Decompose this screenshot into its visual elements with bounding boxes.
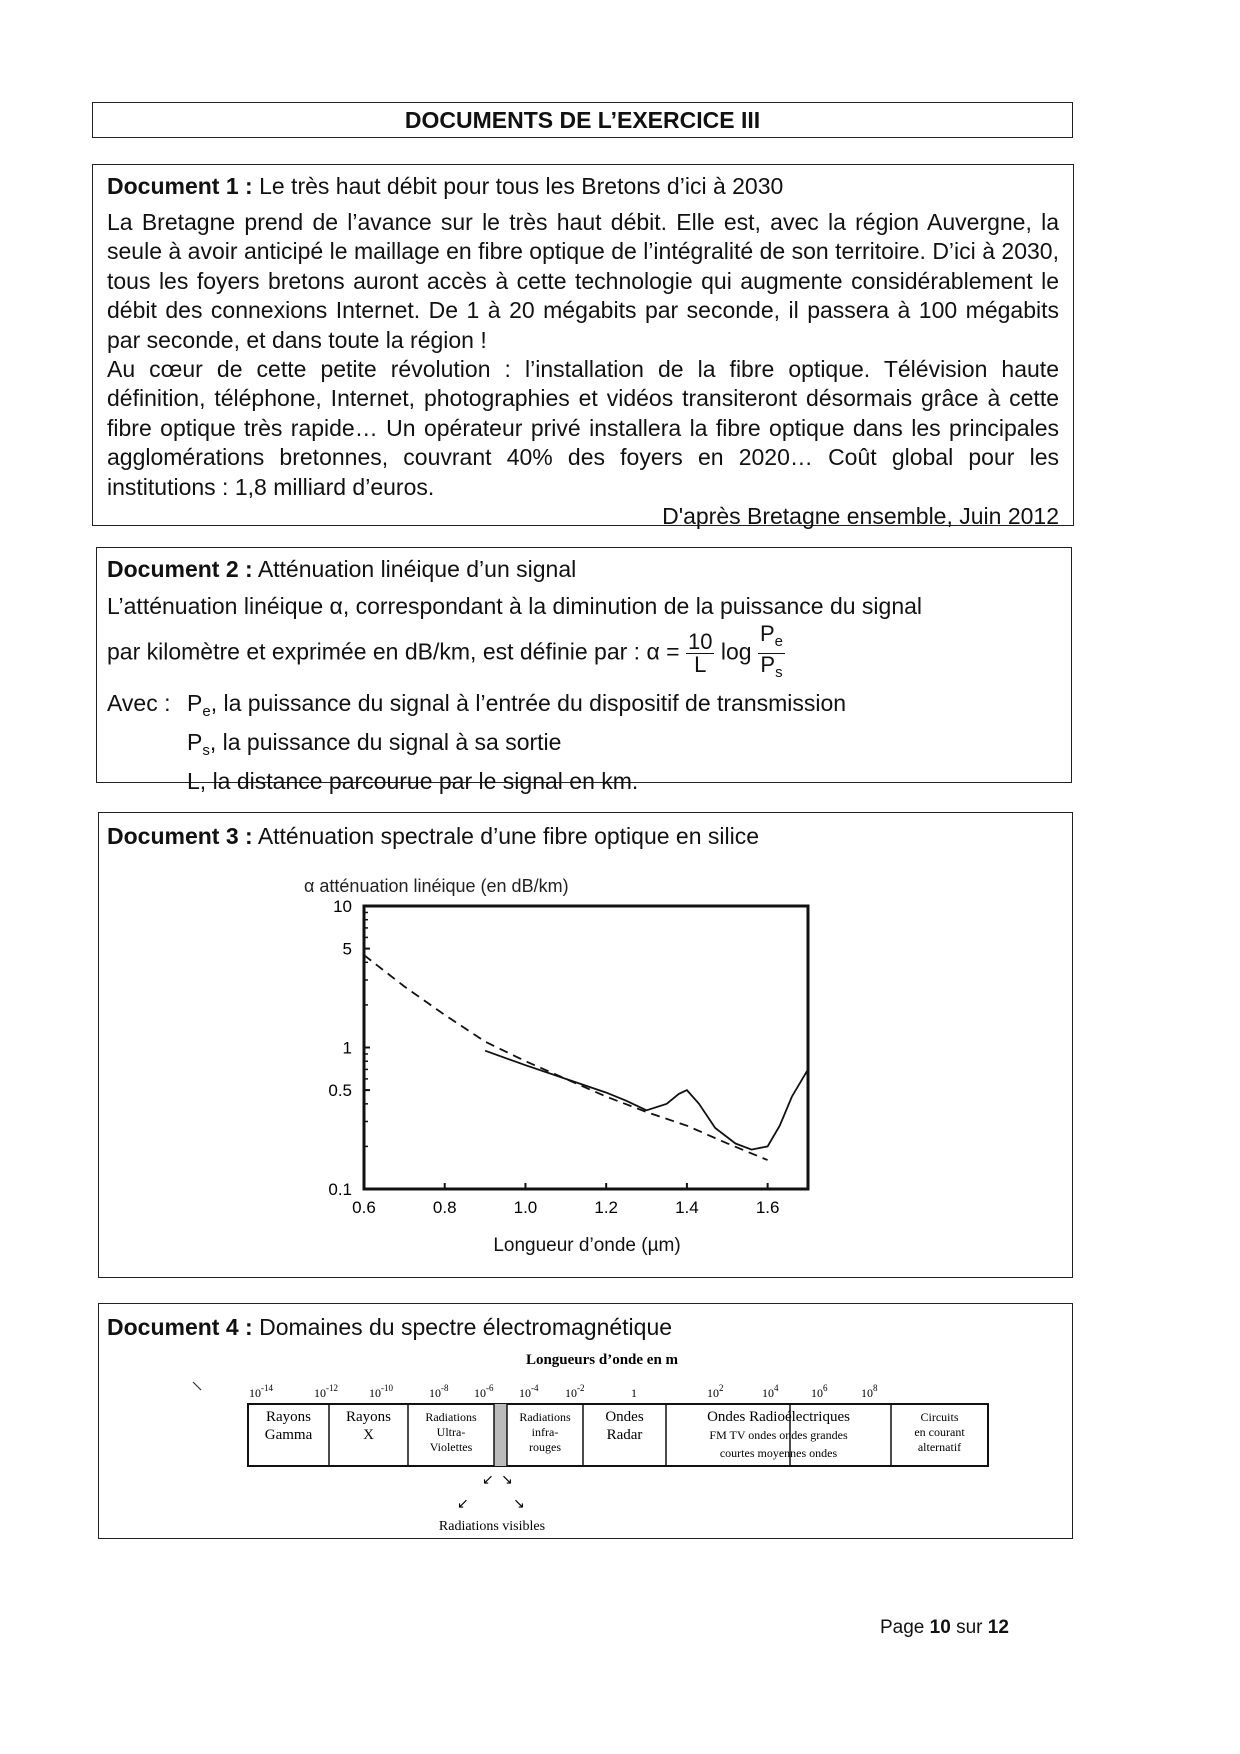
visible-radiations-label: Radiations visibles xyxy=(438,1519,546,1534)
domain-label: Radiations xyxy=(519,1410,571,1424)
document-1 xyxy=(92,164,1074,530)
domain-label: Violettes xyxy=(429,1440,473,1454)
formula-log: log xyxy=(720,638,752,665)
y-tick-label: 10 xyxy=(333,897,352,916)
doc1-paragraph-2: Au cœur de cette petite révolution : l’installation de la fibre optique. Télévision haute définition, téléphone, Internet, photographies et vidéos transiteront désormais grâce à cette fibre optique très rapide… Un opérateur privé installera la fibre optique dans les principales agglomérations bretonnes, couvrant 40% des foyers en 2020… Coût global pour les institutions : 1,8 milliard d’euros. xyxy=(107,356,1059,500)
document-2 xyxy=(96,547,1072,795)
attenuation-chart xyxy=(99,813,1072,1277)
doc1-title: Le très haut débit pour tous les Bretons d’ici à 2030 xyxy=(259,173,784,199)
arrow-right-far: ↘ xyxy=(513,1496,525,1512)
spectrum-subtitle: Longueurs d’onde en m xyxy=(525,1352,679,1368)
fraction-pe-over-ps xyxy=(758,623,785,684)
scale-label: 1 xyxy=(631,1386,637,1400)
formula-numerator: 10 xyxy=(687,629,713,655)
page-prefix: Page xyxy=(880,1617,925,1638)
scale-label: $10^{-12}$ xyxy=(314,1383,338,1400)
definition-pe: $P_e$, la puissance du signal à l’entrée du dispositif de transmission xyxy=(187,690,847,721)
fraction-10-over-l xyxy=(686,631,714,676)
scale-label: $10^{-8}$ xyxy=(429,1383,449,1400)
domain-label: Rayons xyxy=(266,1409,311,1425)
x-tick-label: 1.4 xyxy=(675,1198,699,1217)
chart-x-label: Longueur d’onde (µm) xyxy=(493,1235,681,1256)
definition-ps: $P_s$, la puissance du signal à sa sortie xyxy=(187,729,562,760)
x-tick-label: 0.6 xyxy=(352,1198,376,1217)
domain-label: Ondes Radioélectriques xyxy=(707,1409,850,1425)
page-total: 12 xyxy=(987,1617,1009,1638)
avec-label: Avec : xyxy=(107,690,171,717)
domain-label: Ultra- xyxy=(436,1425,466,1439)
page-current: 10 xyxy=(929,1617,951,1638)
doc2-definitions xyxy=(107,688,1061,796)
exercise-title: DOCUMENTS DE L’EXERCICE III xyxy=(92,102,1073,138)
page-number xyxy=(880,1617,1009,1639)
scale-label: $10^{-2}$ xyxy=(565,1383,585,1400)
scale-label: $10^{-4}$ xyxy=(519,1383,539,1400)
formula-ps: $P_s$ xyxy=(760,652,783,682)
scale-label: $10^{-6}$ xyxy=(474,1383,494,1400)
doc1-paragraph-1: La Bretagne prend de l’avance sur le très haut débit. Elle est, avec la région Auvergne, la seule à avoir anticipé le maillage en fibre optique de l’intégralité de son territoire. D’ici à 2030, tous les foyers bretons auront accès à cette technologie qui augmente considérablement le débit des connexions Internet. De 1 à 20 mégabits par seconde, il passera à 100 mégabits par seconde, et dans toute la région ! xyxy=(107,209,1059,353)
doc3-title: Atténuation spectrale d’une fibre optique en silice xyxy=(257,823,760,849)
definition-l: L, la distance parcourue par le signal en km. xyxy=(187,768,639,795)
doc1-source: D'après Bretagne ensemble, Juin 2012 xyxy=(662,503,1059,530)
stray-mark xyxy=(193,1382,201,1390)
arrow-right-near: ↘ xyxy=(501,1472,513,1488)
domain-label: Circuits xyxy=(920,1410,959,1424)
y-tick-label: 5 xyxy=(342,939,352,959)
domain-label: en courant xyxy=(914,1425,965,1439)
domain-label: Radar xyxy=(606,1427,643,1443)
formula-denominator: L xyxy=(694,652,707,678)
chart-y-label: α atténuation linéique (en dB/km) xyxy=(304,876,569,896)
series-theoretical-line xyxy=(364,955,768,1160)
scale-label: $10^4$ xyxy=(762,1383,779,1400)
document-4 xyxy=(98,1303,1073,1539)
doc2-heading xyxy=(107,554,1061,584)
x-tick-label: 1.2 xyxy=(594,1198,619,1217)
y-tick-label: 0.5 xyxy=(328,1081,352,1101)
y-tick-label: 1 xyxy=(342,1038,352,1058)
document-3 xyxy=(98,812,1073,1278)
domain-label: rouges xyxy=(529,1440,561,1454)
scale-label: $10^8$ xyxy=(861,1383,878,1400)
x-tick-label: 1.6 xyxy=(755,1198,780,1217)
domain-label: X xyxy=(363,1427,374,1443)
visible-arrows xyxy=(457,1472,525,1512)
scale-label: $10^6$ xyxy=(811,1383,828,1400)
page-sur: sur xyxy=(956,1617,983,1638)
domain-label: Radiations xyxy=(425,1410,477,1424)
doc3-label: Document 3 : xyxy=(107,823,253,849)
domain-label: Ondes xyxy=(605,1409,644,1425)
doc4-title: Domaines du spectre électromagnétique xyxy=(259,1314,673,1340)
scale-label: $10^{-14}$ xyxy=(249,1383,273,1400)
doc2-label: Document 2 : xyxy=(107,556,253,582)
domain-label: Gamma xyxy=(264,1427,313,1443)
doc1-label: Document 1 : xyxy=(107,173,253,199)
y-tick-label: 0.1 xyxy=(328,1180,352,1199)
visible-band xyxy=(494,1404,507,1466)
formula-pe: $P_e$ xyxy=(758,623,785,654)
domain-label: infra- xyxy=(531,1425,559,1439)
domain-label: FM TV ondes ondes grandes xyxy=(709,1428,848,1442)
domain-label: Rayons xyxy=(346,1409,391,1425)
domain-label: courtes moyennes ondes xyxy=(719,1446,838,1460)
doc4-label: Document 4 : xyxy=(107,1314,253,1340)
spectrum-diagram xyxy=(99,1304,1072,1538)
scale-label: $10^2$ xyxy=(707,1383,724,1400)
arrow-left-far: ↙ xyxy=(457,1496,469,1512)
doc2-formula-line xyxy=(107,623,1061,684)
scale-label: $10^{-10}$ xyxy=(369,1383,393,1400)
doc2-title: Atténuation linéique d’un signal xyxy=(257,556,577,582)
domain-label: alternatif xyxy=(917,1440,962,1454)
arrow-left-near: ↙ xyxy=(482,1472,494,1488)
x-tick-label: 1.0 xyxy=(513,1198,538,1217)
doc2-line-2: par kilomètre et exprimée en dB/km, est définie par : α = xyxy=(107,638,680,665)
doc1-heading xyxy=(107,171,1059,201)
doc2-line-1: L’atténuation linéique α, correspondant à la diminution de la puissance du signal xyxy=(107,593,923,619)
x-tick-label: 0.8 xyxy=(432,1198,457,1217)
